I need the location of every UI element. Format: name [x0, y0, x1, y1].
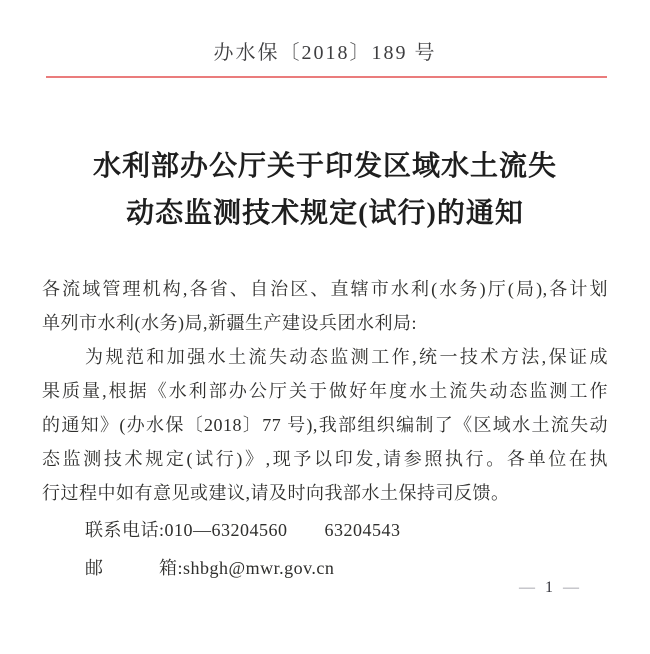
- salutation-line: 单列市水利(水务)局,新疆生产建设兵团水利局:: [42, 313, 417, 333]
- page-number-dash-right: —: [563, 579, 581, 596]
- contact-phone-line: 联系电话:010—63204560 63204543: [85, 520, 401, 540]
- page-number-value: 1: [545, 579, 555, 596]
- paragraph-line: 行过程中如有意见或建议,请及时向我部水土保持司反馈。: [42, 483, 510, 503]
- page-number-dash-left: —: [519, 579, 537, 596]
- doc-title-line-2: 动态监测技术规定(试行)的通知: [126, 198, 524, 229]
- paragraph-line: 为规范和加强水土流失动态监测工作,统一技术方法,保证成: [85, 347, 608, 367]
- page-number: [500, 579, 600, 597]
- contact-email-line: 邮 箱:shbgh@mwr.gov.cn: [85, 558, 335, 578]
- doc-title: [0, 143, 650, 237]
- doc-number: 办水保〔2018〕189 号: [213, 42, 437, 64]
- document-body: [42, 272, 608, 585]
- paragraph-line: 态监测技术规定(试行)》,现予以印发,请参照执行。各单位在执: [42, 449, 608, 469]
- red-divider-line: [46, 76, 607, 78]
- paragraph-line: 的通知》(办水保〔2018〕77 号),我部组织编制了《区域水土流失动: [42, 415, 608, 435]
- doc-title-line-1: 水利部办公厅关于印发区域水土流失: [92, 151, 557, 182]
- paragraph-line: 果质量,根据《水利部办公厅关于做好年度水土流失动态监测工作: [42, 381, 608, 401]
- salutation-line: 各流域管理机构,各省、自治区、直辖市水利(水务)厅(局),各计划: [42, 279, 608, 299]
